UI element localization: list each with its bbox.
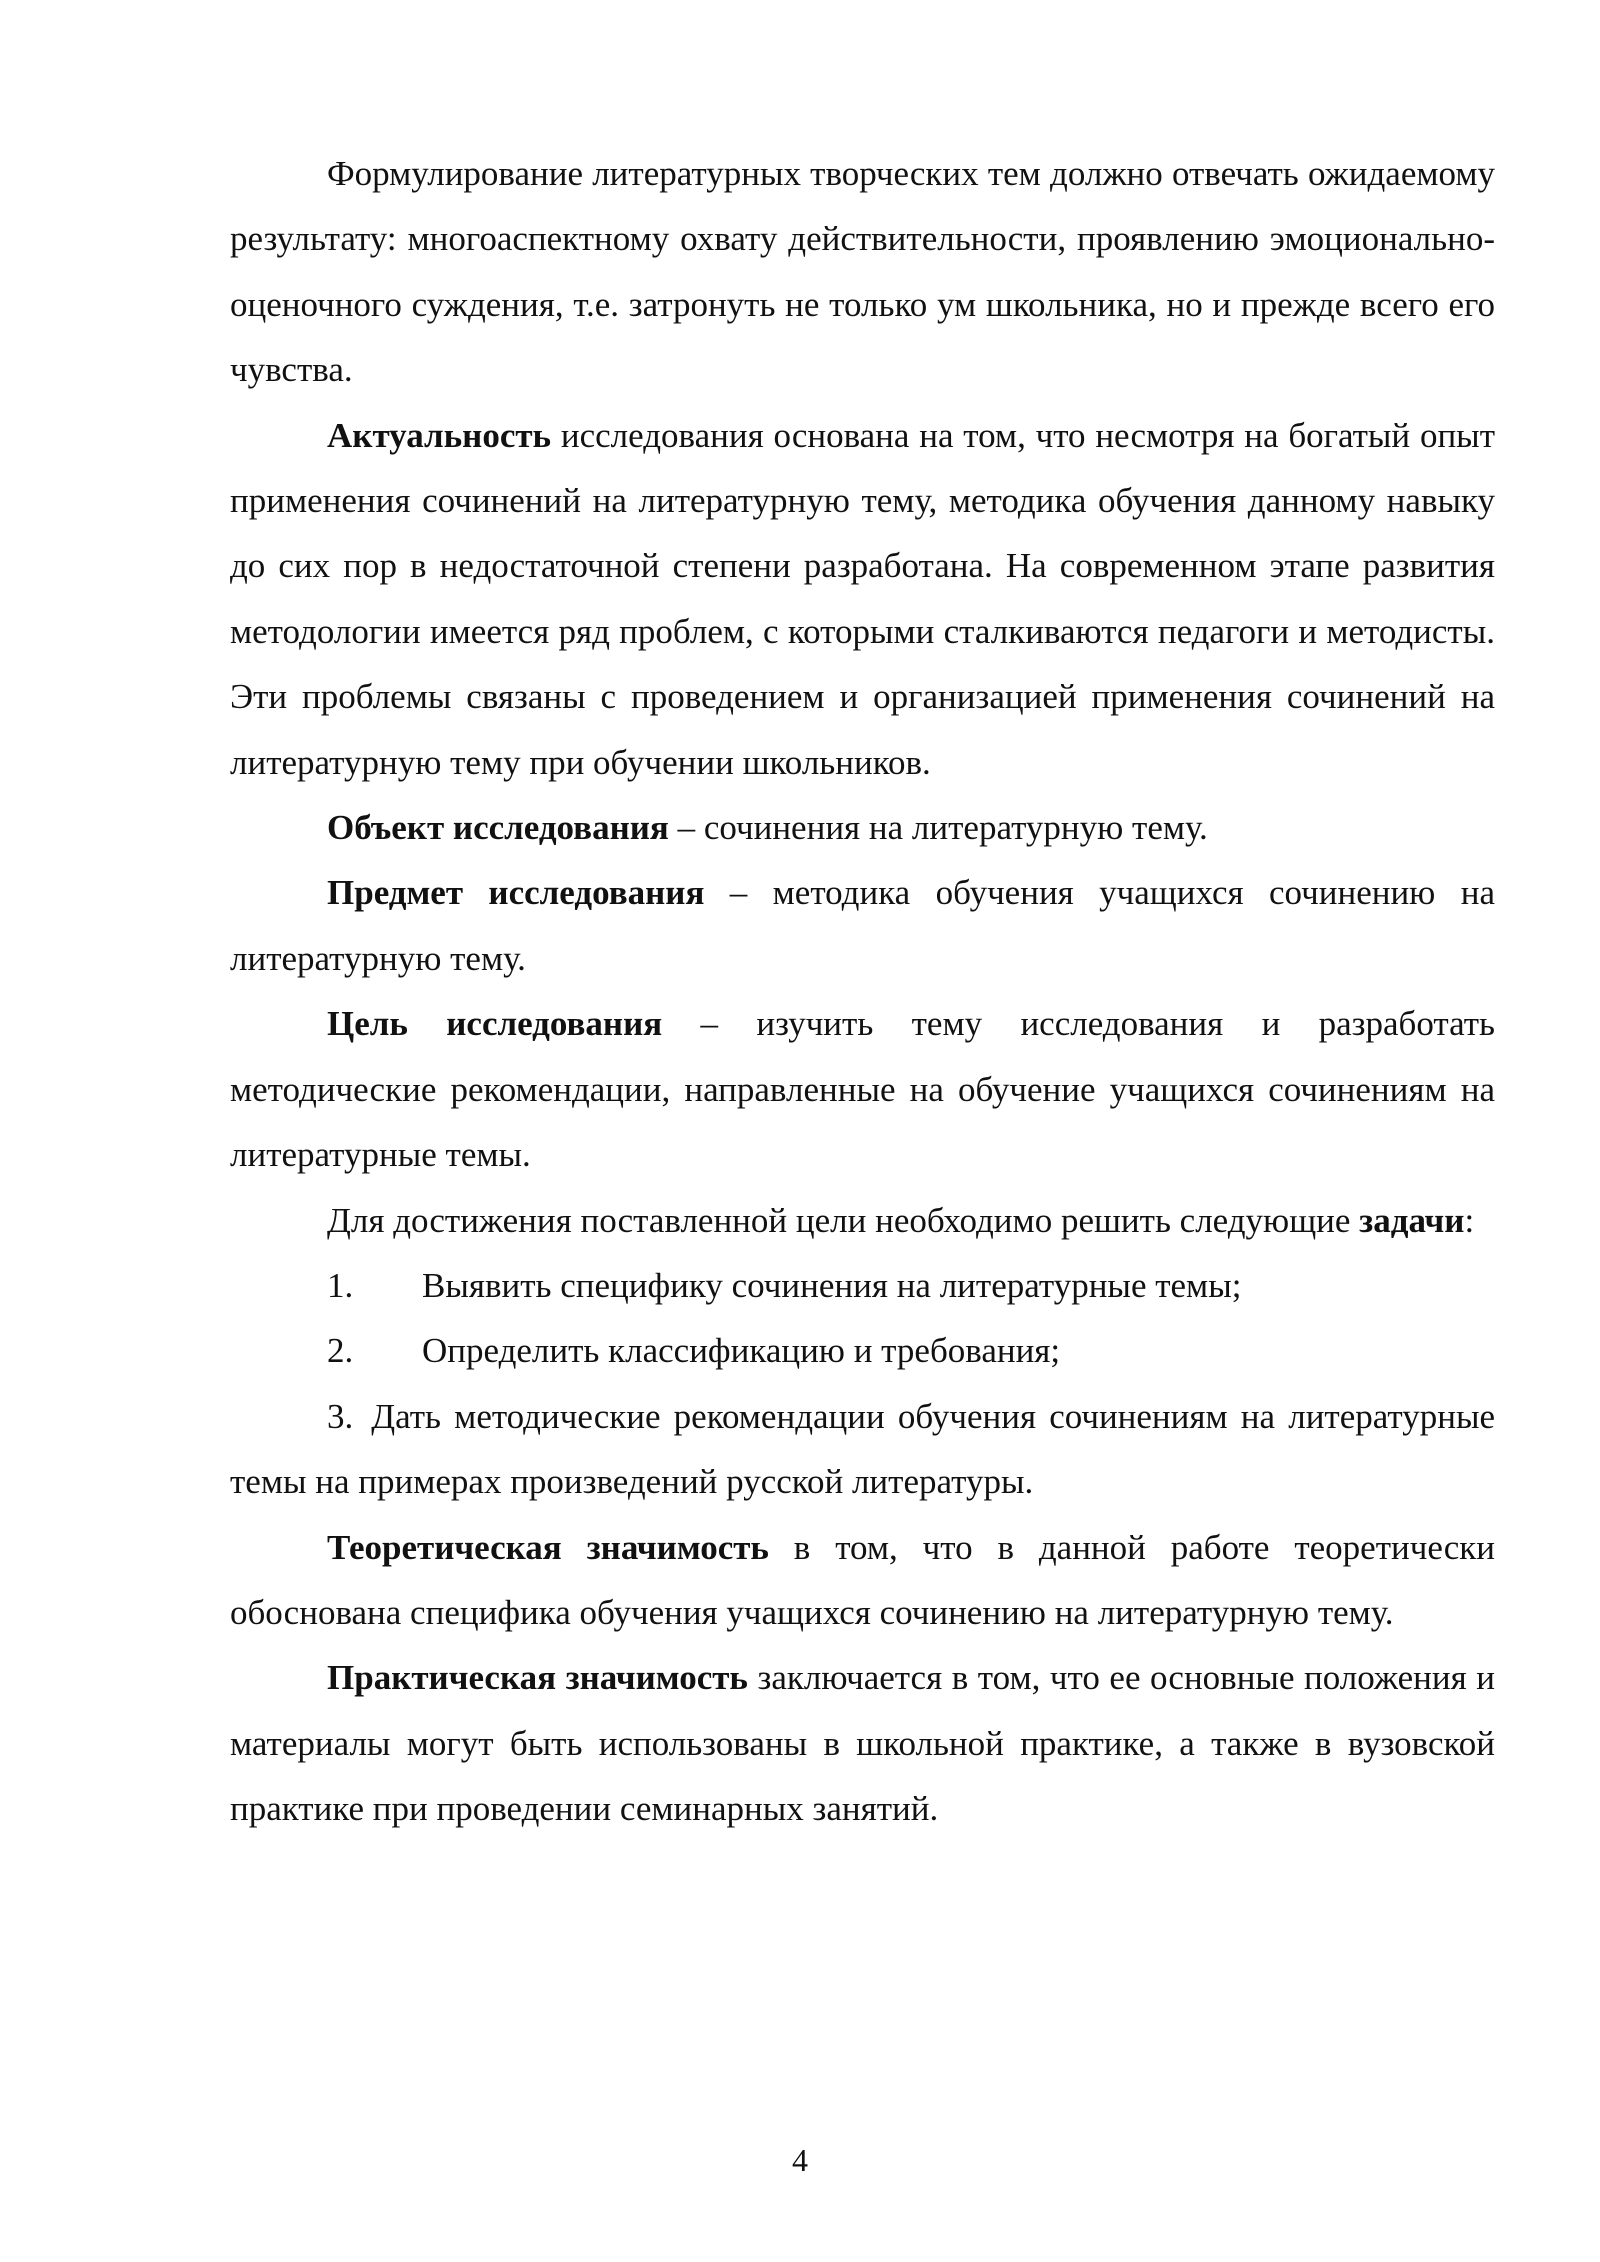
paragraph-text: исследования основана на том, что несмотря на богатый опыт применения сочинений на литературную тему, методика обучения данному навыку до сих пор в недостаточной степени разработана. На современном этапе развития методологии имеется ряд проблем, с которыми сталкиваются педагоги и методисты. Эти проблемы связаны с проведением и организацией применения сочинений на литературную тему при обучении школьников. [230,415,1495,782]
paragraph-tasks-intro [230,1188,1495,1253]
paragraph-object [230,795,1495,860]
task-list-item [230,1253,1495,1318]
task-text: Выявить специфику сочинения на литературные темы; [422,1265,1242,1305]
paragraph-bold-lead: Теоретическая значимость [327,1527,769,1567]
paragraph-text: – методика обучения учащихся сочинению на литературную тему. [230,873,1495,978]
paragraph-text: Формулирование литературных творческих тем должно отвечать ожидаемому результату: многоаспектному охвату действительности, проявлению эмоционально-оценочного суждения, т.е. затронуть не только ум школьника, но и прежде всего его чувства. [230,154,1495,390]
paragraph-intro [230,141,1495,403]
page-number: 4 [792,2142,808,2178]
paragraph-relevance [230,403,1495,795]
paragraph-bold-lead: Предмет исследования [327,873,705,913]
task-text: Дать методические рекомендации обучения сочинениям на литературные темы на примерах произведений русской литературы. [230,1396,1495,1502]
paragraph-bold-lead: Объект исследования [327,808,669,848]
paragraph-text: в том, что в данной работе теоретически обоснована специфика обучения учащихся сочинению на литературную тему. [230,1527,1496,1632]
task-list-item [230,1318,1495,1383]
paragraph-text: Для достижения поставленной цели необходимо решить следующие [327,1200,1360,1240]
paragraph-bold-term: задачи [1359,1200,1465,1240]
paragraph-bold-lead: Актуальность [327,415,552,455]
task-number: 3. [327,1396,354,1436]
task-number: 1. [327,1265,354,1305]
task-number: 2. [327,1331,354,1371]
paragraph-suffix: : [1464,1200,1475,1240]
task-list-item [230,1384,1495,1515]
paragraph-text: – сочинения на литературную тему. [668,808,1208,848]
paragraph-practical-significance [230,1645,1495,1841]
paragraph-bold-lead: Цель исследования [327,1004,663,1044]
paragraph-text: – изучить тему исследования и разработать методические рекомендации, направленные на обучение учащихся сочинениям на литературные темы. [230,1004,1496,1175]
paragraph-theoretical-significance [230,1515,1495,1646]
task-text: Определить классификацию и требования; [422,1331,1061,1371]
paragraph-bold-lead: Практическая значимость [327,1658,748,1698]
paragraph-text: заключается в том, что ее основные положения и материалы могут быть использованы в школьной практике, а также в вузовской практике при проведении семинарных занятий. [230,1658,1496,1829]
document-body [230,141,1495,1842]
paragraph-goal [230,991,1495,1187]
paragraph-subject [230,860,1495,991]
